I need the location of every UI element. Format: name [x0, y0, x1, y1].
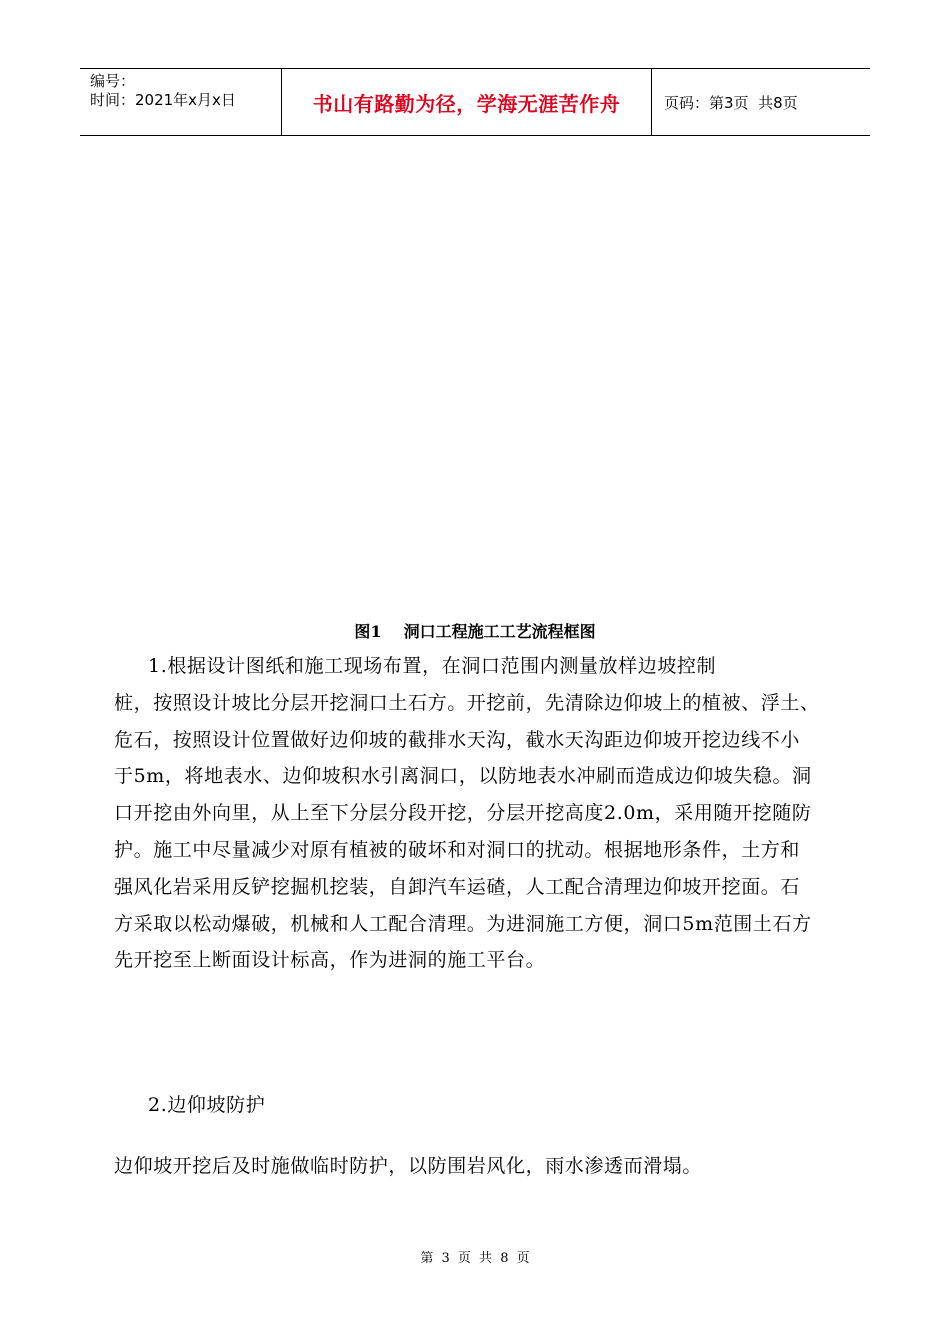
page-header [80, 68, 870, 136]
header-motto: 书山有路勤为径，学海无涯苦作舟 [312, 91, 621, 116]
paragraph-line: 强风化岩采用反铲挖掘机挖装，自卸汽车运碴，人工配合清理边仰坡开挖面。石 [114, 875, 801, 898]
paragraph-1 [114, 648, 838, 979]
header-motto-cell [282, 69, 652, 135]
paragraph-line: 护。施工中尽量减少对原有植被的破坏和对洞口的扰动。根据地形条件，土方和 [114, 838, 801, 861]
page-footer: 第 3 页 共 8 页 [420, 1251, 530, 1266]
header-page-cell [652, 69, 870, 135]
paragraph-line: 于5m，将地表水、边仰坡积水引离洞口，以防地表水冲刷而造成边仰坡失稳。洞 [114, 765, 812, 788]
paragraph-line: 方采取以松动爆破，机械和人工配合清理。为进洞施工方便，洞口5m范围土石方 [114, 912, 812, 935]
figure-title: 洞口工程施工工艺流程框图 [403, 622, 596, 641]
figure-caption [0, 619, 950, 642]
paragraph-line: 口开挖由外向里，从上至下分层分段开挖，分层开挖高度2.0m，采用随开挖随防 [114, 802, 812, 825]
figure-number: 图1 [354, 622, 382, 641]
paragraph-line: 1.根据设计图纸和施工现场布置，在洞口范围内测量放样边坡控制 [148, 655, 717, 677]
document-time-label: 时间：2021年x月x日 [90, 91, 236, 109]
paragraph-line: 危石，按照设计位置做好边仰坡的截排水天沟，截水天沟距边仰坡开挖边线不小 [114, 728, 801, 751]
header-meta-cell [80, 69, 282, 135]
section-heading: 2.边仰坡防护 [148, 1094, 266, 1116]
document-number-label: 编号： [90, 72, 136, 90]
paragraph-3: 边仰坡开挖后及时施做临时防护，以防围岩风化，雨水渗透而滑塌。 [114, 1155, 703, 1177]
paragraph-line: 先开挖至上断面设计标高，作为进洞的施工平台。 [114, 949, 546, 972]
paragraph-line: 桩，按照设计坡比分层开挖洞口土石方。开挖前，先清除边仰坡上的植被、浮土、 [114, 691, 820, 714]
header-page-info: 页码：第3页 共8页 [664, 93, 798, 112]
